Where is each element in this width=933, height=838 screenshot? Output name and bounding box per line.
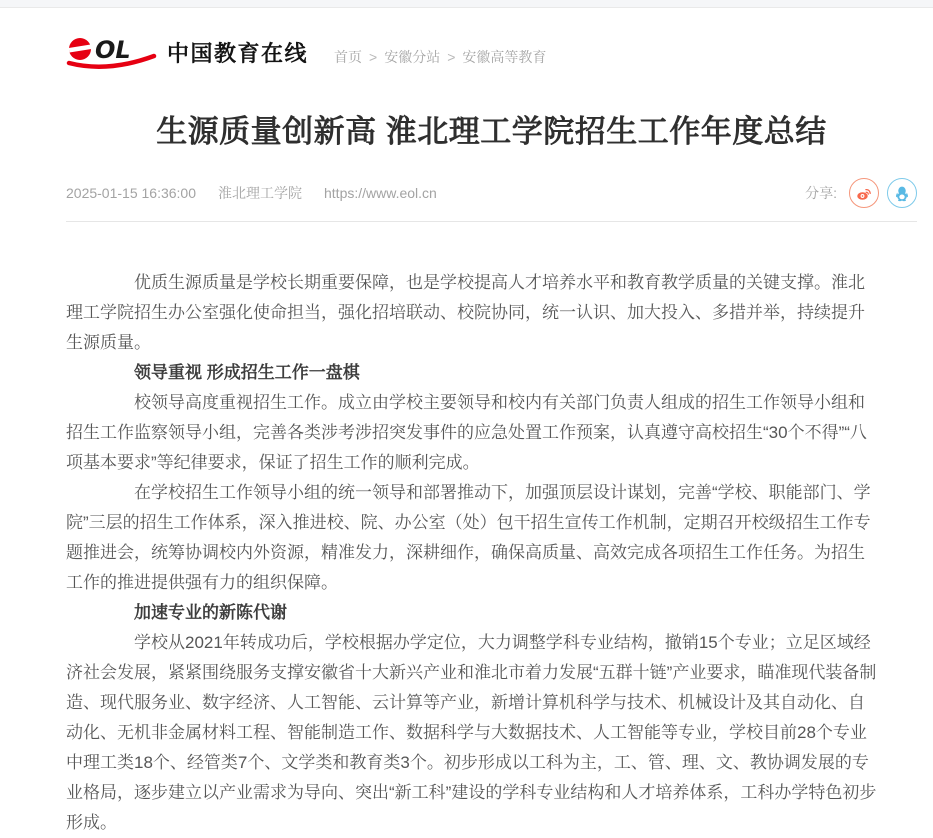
- article-paragraph: 在学校招生工作领导小组的统一领导和部署推动下，加强顶层设计谋划，完善“学校、职能部门、学院”三层的招生工作体系，深入推进校、院、办公室（处）包干招生宣传工作机制，定期召开校级招生工作专题推进会，统筹协调校内外资源，精准发力，深耕细作，确保高质量、高效完成各项招生工作任务。为招生工作的推进提供强有力的组织保障。: [66, 483, 871, 592]
- share-bar: [805, 178, 917, 208]
- section-heading: 领导重视 形成招生工作一盘棋: [134, 363, 360, 382]
- article-paragraph: 校领导高度重视招生工作。成立由学校主要领导和校内有关部门负责人组成的招生工作领导小组和招生工作监察领导小组，完善各类涉考涉招突发事件的应急处置工作预案，认真遵守高校招生“30个不得”“八项基本要求”等纪律要求，保证了招生工作的顺利完成。: [66, 393, 867, 472]
- share-label: 分享:: [805, 185, 837, 201]
- svg-text:OL: OL: [95, 36, 131, 64]
- breadcrumb-separator: >: [369, 49, 378, 65]
- article-paragraph: 优质生源质量是学校长期重要保障，也是学校提高人才培养水平和教育教学质量的关键支撑。淮北理工学院招生办公室强化使命担当，强化招培联动、校院协同，统一认识、加大投入、多措并举，持续提升生源质量。: [66, 273, 865, 352]
- site-header: [66, 32, 917, 72]
- publish-datetime: 2025-01-15 16:36:00: [66, 185, 196, 201]
- article-source: 淮北理工学院: [218, 185, 302, 201]
- article-paragraph: 学校从2021年转成功后，学校根据办学定位，大力调整学科专业结构，撤销15个专业；立足区域经济社会发展，紧紧围绕服务支撑安徽省十大新兴产业和淮北市着力发展“五群十链”产业要求，瞄准现代装备制造、现代服务业、数字经济、人工智能、云计算等产业，新增计算机科学与技术、机械设计及其自动化、自动化、无机非金属材料工程、智能制造工作、数据科学与大数据技术、人工智能等专业，学校目前28个专业中理工类18个、经管类7个、文学类和教育类3个。初步形成以工科为主，工、管、理、文、教协调发展的专业格局，逐步建立以产业需求为导向、突出“新工科”建设的学科专业结构和人才培养体系，工科办学特色初步形成。: [66, 633, 877, 832]
- article-url: https://www.eol.cn: [324, 185, 437, 201]
- share-qq-button[interactable]: [887, 178, 917, 208]
- eol-logo-icon: [66, 32, 158, 72]
- share-weibo-button[interactable]: [849, 178, 879, 208]
- breadcrumb-item[interactable]: 首页: [334, 49, 363, 65]
- qq-icon: [893, 184, 911, 202]
- site-name: 中国教育在线: [167, 40, 309, 66]
- section-heading: 加速专业的新陈代谢: [134, 603, 287, 622]
- article-body: [66, 222, 881, 838]
- breadcrumb: [334, 37, 546, 67]
- article-meta-row: [66, 178, 917, 222]
- breadcrumb-separator: >: [447, 49, 456, 65]
- breadcrumb-item[interactable]: 安徽分站: [384, 49, 441, 65]
- article-title: 生源质量创新高 淮北理工学院招生工作年度总结: [156, 114, 827, 149]
- weibo-icon: [855, 184, 873, 202]
- top-strip: [0, 0, 933, 8]
- page-container: [66, 32, 917, 838]
- breadcrumb-item[interactable]: 安徽高等教育: [462, 49, 547, 65]
- site-logo[interactable]: [66, 32, 308, 72]
